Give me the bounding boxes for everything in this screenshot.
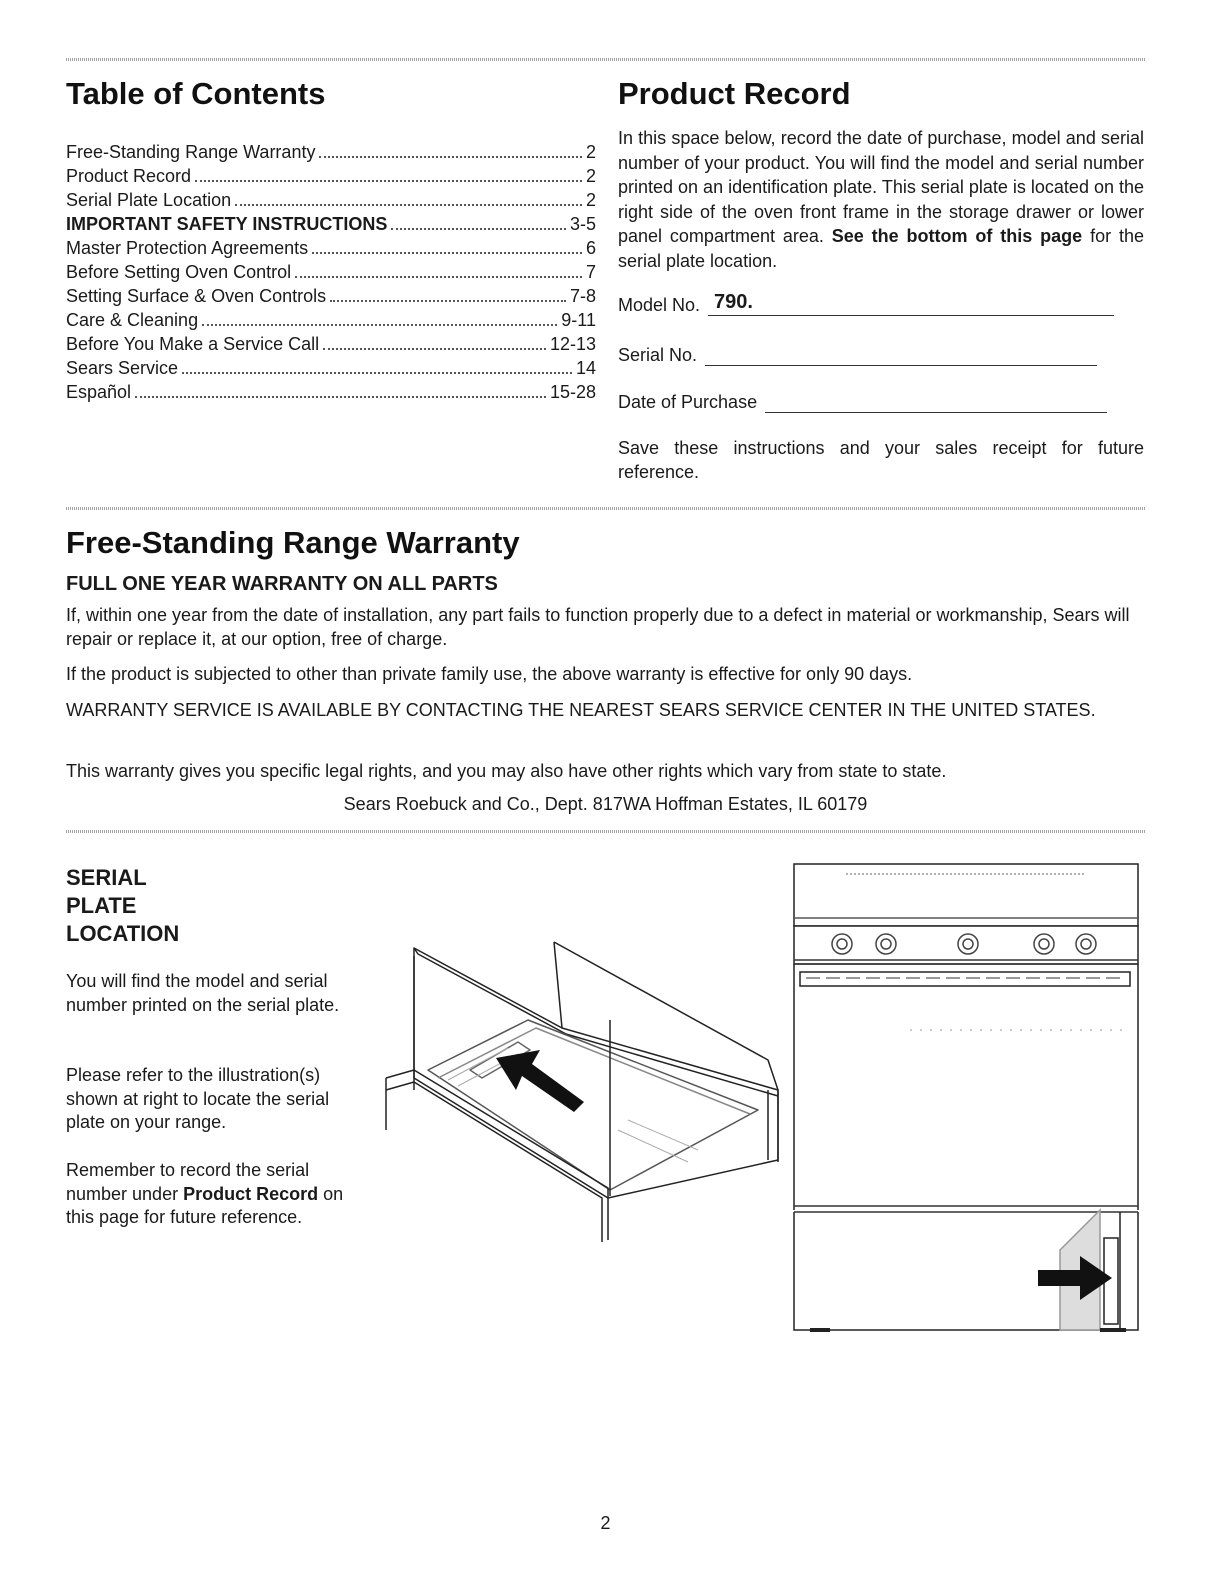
- toc-leader: [295, 276, 582, 278]
- toc-list: [66, 140, 596, 404]
- range-illustration: [790, 860, 1146, 1350]
- model-number-label: Model No.: [618, 295, 701, 315]
- warranty-paragraph-4: This warranty gives you specific legal rights, and you may also have other rights which vary from state to state.: [66, 761, 947, 781]
- toc-leader: [312, 252, 582, 254]
- toc-entry-page: 2: [585, 142, 596, 162]
- toc-leader: [323, 348, 546, 350]
- toc-entry-page: 7-8: [569, 286, 596, 306]
- product-record-intro: In this space below, record the date of purchase, model and serial number of your product. You will find the model and serial number printed on an identification plate. This serial plate is located on the right side of the oven front frame in the storage drawer or lower panel compartment area. See the bottom of this page for the serial plate location.: [618, 128, 1144, 271]
- toc-entry-page: 12-13: [549, 334, 596, 354]
- toc-entry-page: 14: [575, 358, 596, 378]
- toc-entry: [66, 380, 596, 404]
- serial-plate-title: SERIAL PLATE LOCATION: [66, 865, 180, 946]
- toc-entry-title: Free-Standing Range Warranty: [66, 142, 316, 162]
- serial-plate-paragraph-3: Remember to record the serial number under Product Record on this page for future reference.: [66, 1160, 344, 1227]
- model-number-value: 790.: [708, 291, 1114, 316]
- warranty-title: Free-Standing Range Warranty: [66, 525, 520, 560]
- toc-leader: [202, 324, 557, 326]
- serial-plate-paragraph-2: Please refer to the illustration(s) shown at right to locate the serial plate on your range.: [66, 1065, 330, 1132]
- save-note: Save these instructions and your sales receipt for future reference.: [618, 438, 1144, 482]
- toc-entry: [66, 188, 596, 212]
- toc-leader: [135, 396, 546, 398]
- toc-leader: [319, 156, 582, 158]
- toc-entry: [66, 236, 596, 260]
- purchase-date-value: [765, 388, 1107, 413]
- toc-leader: [330, 300, 566, 302]
- toc-entry: [66, 332, 596, 356]
- toc-entry-title: Before Setting Oven Control: [66, 262, 292, 282]
- toc-entry-title: Product Record: [66, 166, 192, 186]
- warranty-paragraph-3: WARRANTY SERVICE IS AVAILABLE BY CONTACTING THE NEAREST SEARS SERVICE CENTER IN THE UNITED STATES.: [66, 700, 1096, 720]
- toc-entry-page: 9-11: [561, 310, 596, 330]
- toc-leader: [391, 228, 566, 230]
- warranty-subtitle: FULL ONE YEAR WARRANTY ON ALL PARTS: [66, 573, 498, 595]
- purchase-date-label: Date of Purchase: [618, 392, 758, 412]
- storage-drawer-illustration: [378, 930, 798, 1270]
- toc-entry: [66, 308, 596, 332]
- toc-entry-title: Serial Plate Location: [66, 190, 232, 210]
- model-number-field: [618, 290, 1114, 316]
- page-number: 2: [600, 1513, 611, 1533]
- toc-entry-title: Setting Surface & Oven Controls: [66, 286, 327, 306]
- serial-number-field: [618, 340, 1097, 366]
- toc-leader: [182, 372, 572, 374]
- toc-entry-title: IMPORTANT SAFETY INSTRUCTIONS: [66, 214, 388, 234]
- purchase-date-field: [618, 387, 1107, 413]
- warranty-paragraph-2: If the product is subjected to other than private family use, the above warranty is effective for only 90 days.: [66, 664, 913, 684]
- lower-divider: [66, 830, 1145, 833]
- serial-number-value: [705, 341, 1097, 366]
- toc-entry-title: Before You Make a Service Call: [66, 334, 320, 354]
- toc-entry-title: Sears Service: [66, 358, 179, 378]
- warranty-paragraph-1: If, within one year from the date of installation, any part fails to function properly due to a defect in material or workmanship, Sears will repair or replace it, at our option, free of charge.: [66, 605, 1130, 649]
- toc-entry-page: 2: [585, 166, 596, 186]
- toc-title: Table of Contents: [66, 76, 326, 111]
- serial-plate-paragraph-1: You will find the model and serial number printed on the serial plate.: [66, 971, 340, 1015]
- toc-entry: [66, 284, 596, 308]
- product-record-reference: Product Record: [183, 1183, 319, 1204]
- toc-entry-page: 15-28: [549, 382, 596, 402]
- serial-number-label: Serial No.: [618, 345, 698, 365]
- toc-entry-page: 6: [585, 238, 596, 258]
- middle-divider: [66, 507, 1145, 510]
- toc-entry-page: 7: [585, 262, 596, 282]
- toc-entry: [66, 356, 596, 380]
- toc-entry-title: Care & Cleaning: [66, 310, 199, 330]
- toc-leader: [235, 204, 582, 206]
- product-record-intro-bold: See the bottom of this page: [831, 226, 1083, 246]
- toc-entry: [66, 140, 596, 164]
- toc-entry-page: 3-5: [569, 214, 596, 234]
- product-record-title: Product Record: [618, 76, 851, 111]
- toc-entry-title: Español: [66, 382, 132, 402]
- toc-leader: [195, 180, 582, 182]
- toc-entry-title: Master Protection Agreements: [66, 238, 309, 258]
- sears-address: Sears Roebuck and Co., Dept. 817WA Hoffman Estates, IL 60179: [343, 794, 868, 814]
- toc-entry: [66, 260, 596, 284]
- toc-entry: [66, 164, 596, 188]
- toc-entry-page: 2: [585, 190, 596, 210]
- top-divider: [66, 58, 1145, 61]
- toc-entry: [66, 212, 596, 236]
